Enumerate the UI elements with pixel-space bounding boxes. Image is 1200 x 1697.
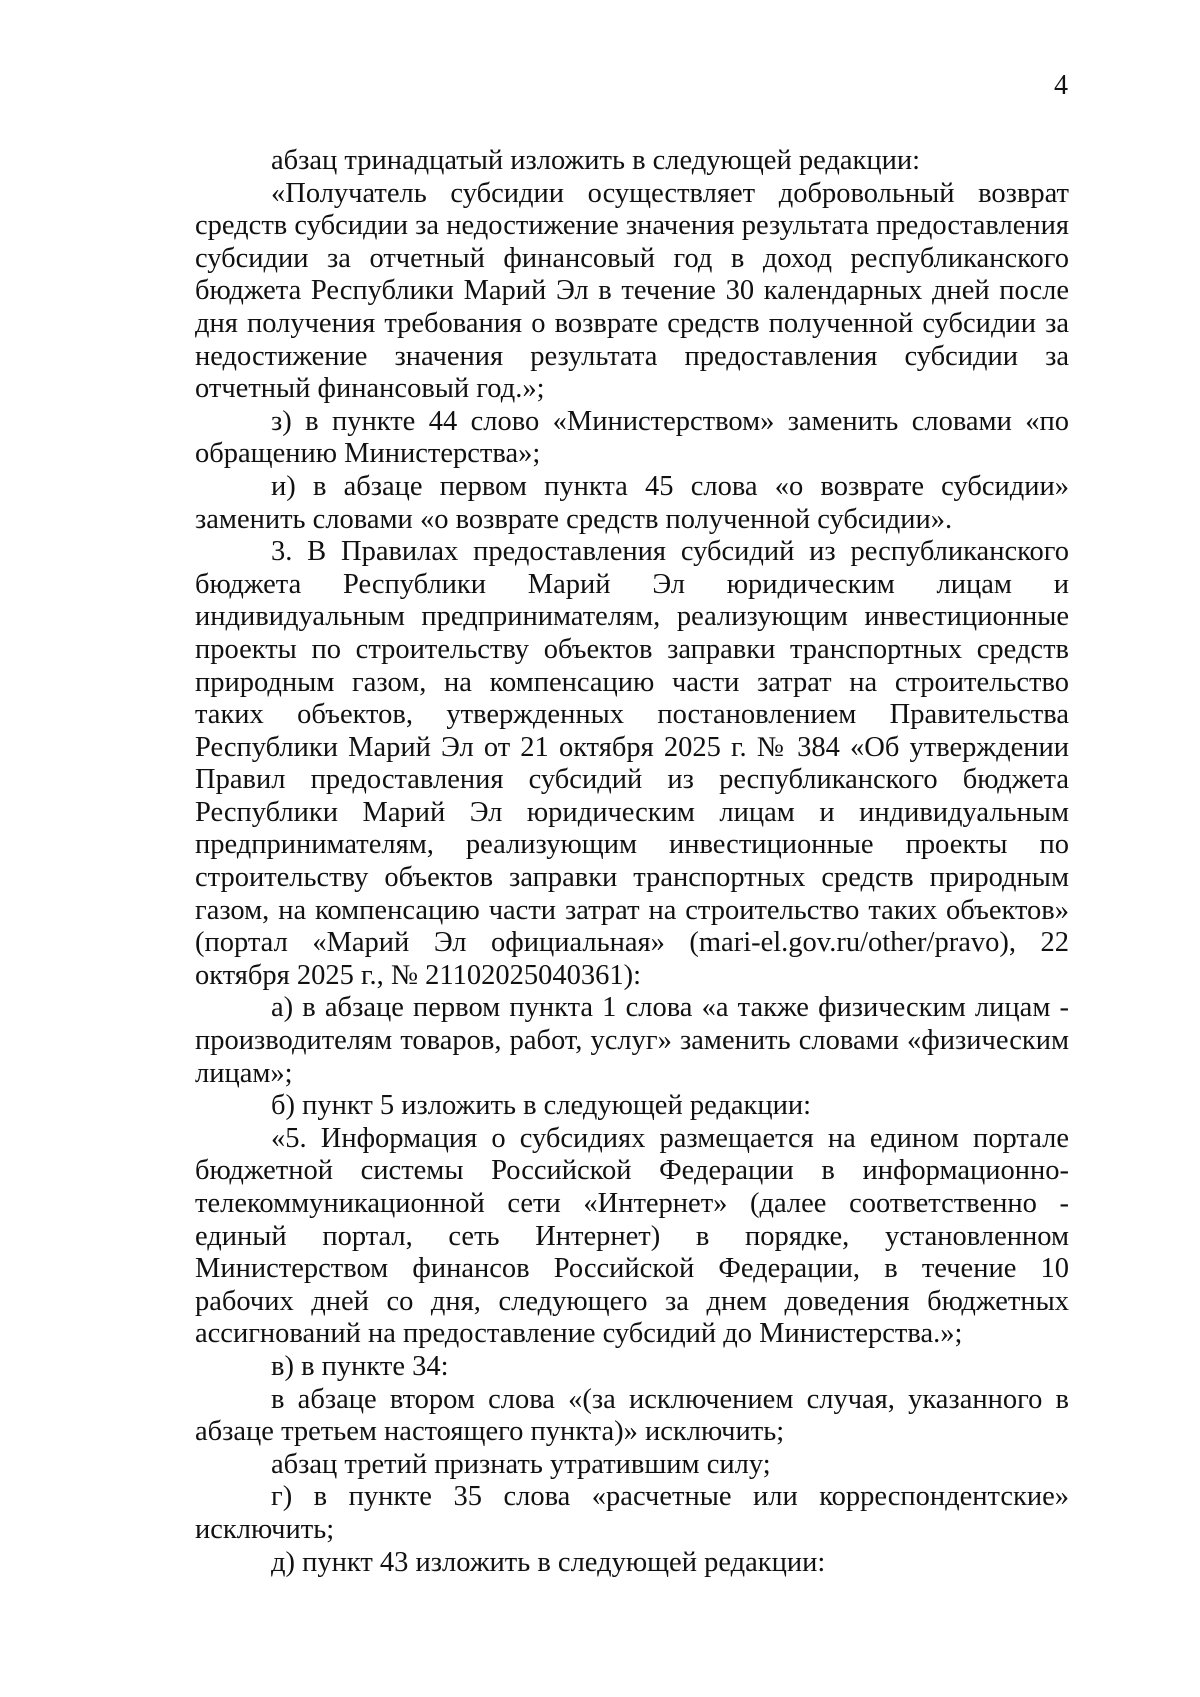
paragraph: абзац третий признать утратившим силу;: [271, 1448, 771, 1480]
paragraph: «5. Информация о субсидиях размещается на едином портале бюджетной системы Российской Федерации в информационно-телекоммуникационной сети «Интернет» (далее соответственно - единый портал, сеть Интернет) в порядке, установленном Министерством финансов Российской Федерации, в течение 10 рабочих дней со дня, следующего за днем доведения бюджетных ассигнований на предоставление субсидий до Министерства.»;: [195, 1122, 1069, 1350]
paragraph: в) в пункте 34:: [271, 1350, 449, 1382]
document-body: [195, 145, 1069, 1579]
paragraph: абзац тринадцатый изложить в следующей редакции:: [271, 145, 921, 176]
paragraph: а) в абзаце первом пункта 1 слова «а также физическим лицам - производителям товаров, работ, услуг» заменить словами «физическим лицам»;: [195, 992, 1069, 1089]
paragraph: б) пункт 5 изложить в следующей редакции:: [271, 1090, 812, 1122]
paragraph: д) пункт 43 изложить в следующей редакции:: [271, 1546, 826, 1578]
paragraph: «Получатель субсидии осуществляет добровольный возврат средств субсидии за недостижение значения результата предоставления субсидии за отчетный финансовый год в доход республиканского бюджета Республики Марий Эл в течение 30 календарных дней после дня получения требования о возврате средств полученной субсидии за недостижение значения результата предоставления субсидии за отчетный финансовый год.»;: [195, 177, 1069, 405]
paragraph: 3. В Правилах предоставления субсидий из республиканского бюджета Республики Марий Эл юридическим лицам и индивидуальным предпринимателям, реализующим инвестиционные проекты по строительству объектов заправки транспортных средств природным газом, на компенсацию части затрат на строительство таких объектов, утвержденных постановлением Правительства Республики Марий Эл от 21 октября 2025 г. № 384 «Об утверждении Правил предоставления субсидий из республиканского бюджета Республики Марий Эл юридическим лицам и индивидуальным предпринимателям, реализующим инвестиционные проекты по строительству объектов заправки транспортных средств природным газом, на компенсацию части затрат на строительство таких объектов» (портал «Марий Эл официальная» (mari-el.gov.ru/other/pravo), 22 октября 2025 г., № 21102025040361):: [195, 536, 1069, 991]
paragraph: в абзаце втором слова «(за исключением случая, указанного в абзаце третьем настоящего пункта)» исключить;: [195, 1383, 1069, 1448]
paragraph: г) в пункте 35 слова «расчетные или корреспондентские» исключить;: [195, 1481, 1069, 1545]
paragraph: и) в абзаце первом пункта 45 слова «о возврате субсидии» заменить словами «о возврате средств полученной субсидии».: [195, 470, 1069, 535]
paragraph: з) в пункте 44 слово «Министерством» заменить словами «по обращению Министерства»;: [195, 405, 1069, 470]
page-number: 4: [1054, 70, 1068, 101]
